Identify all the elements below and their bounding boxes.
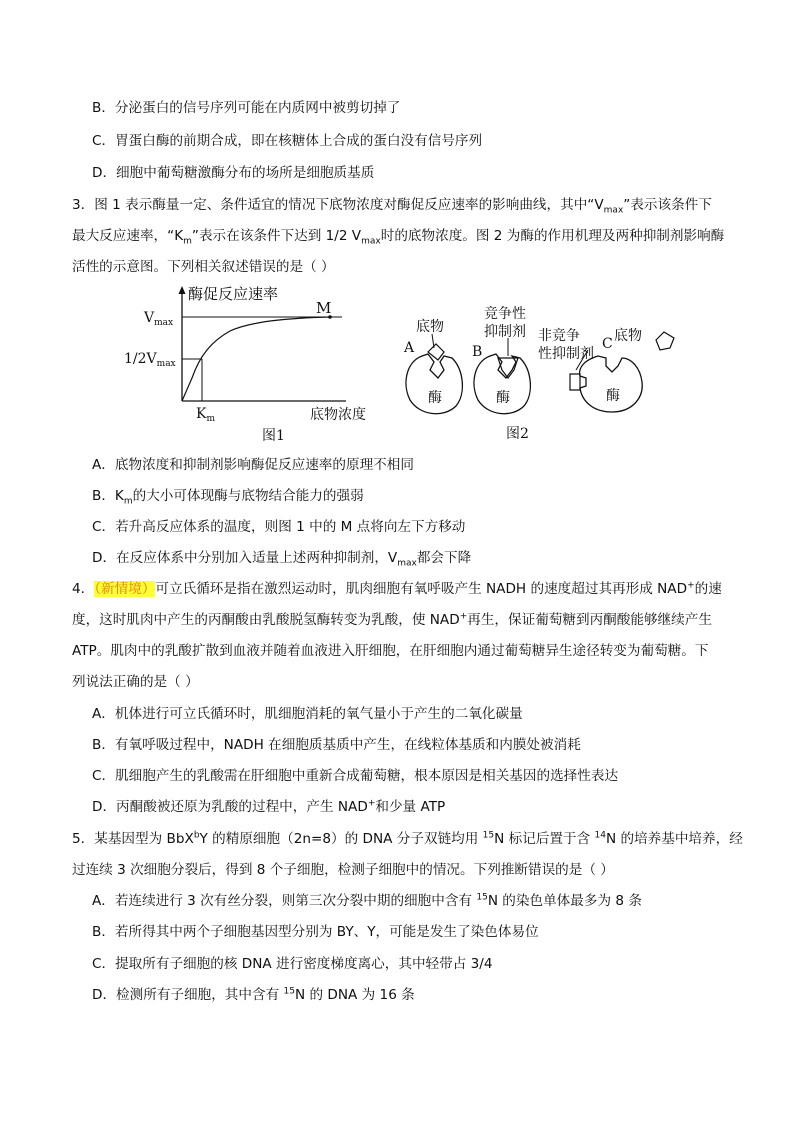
figure-2-caption: 图2 [506,426,529,442]
q2-option-d: D．细胞中葡萄糖激酶分布的场所是细胞质基质 [92,165,375,181]
q5-option-a: A．若连续进行 3 次有丝分裂，则第三次分裂中期的细胞中含有 $^{15}$N 的染色单体最多为 8 条 [92,892,642,909]
q4-stem-line2: 度，这时肌肉中产生的丙酮酸由乳酸脱氢酶转变为乳酸，使 NAD+再生，保证葡萄糖到丙酮酸能够继续产生 [72,611,712,628]
enzyme-a-label: 酶 [428,390,442,406]
q3-option-b: B．$K_m$的大小可体现酶与底物结合能力的强弱 [92,488,364,507]
noncompetitive-inhibitor-label-2: 性抑制剂 [538,346,594,362]
enzyme-c-label: 酶 [606,388,620,404]
label-b: B [472,344,483,360]
figure-1-caption: 图1 [262,428,285,444]
substrate-c-label: 底物 [614,328,642,344]
new-context-tag: （新情境） [94,581,156,597]
q5-stem-line2: 过连续 3 次细胞分裂后，得到 8 个子细胞，检测子细胞中的情况。下列推断错误的是（ ） [72,862,614,878]
q4-stem-line3: ATP。肌肉中的乳酸扩散到血液并随着血液进入肝细胞，在肝细胞内通过葡萄糖异生途径转变为葡萄糖。下 [72,643,709,659]
substrate-c-shape [656,332,674,350]
y-axis-label: 酶促反应速率 [188,285,279,303]
noncompetitive-inhibitor-shape [570,374,580,390]
q2-option-c: C．胃蛋白酶的前期合成，即在核糖体上合成的蛋白没有信号序列 [92,133,483,149]
q4-option-c: C．肌细胞产生的乳酸需在肝细胞中重新合成葡萄糖，根本原因是相关基因的选择性表达 [92,768,619,784]
q3-stem-line3: 活性的示意图。下列相关叙述错误的是（ ） [72,259,335,275]
q4-stem-line4: 列说法正确的是（ ） [72,674,199,690]
rate-curve [182,317,330,401]
q4-option-b: B．有氧呼吸过程中，NADH 在细胞质基质中产生，在线粒体基质和内膜处被消耗 [92,737,581,753]
figure-1 [124,283,380,445]
noncompetitive-inhibitor-label-1: 非竞争 [538,328,580,344]
q4-option-d: D．丙酮酸被还原为乳酸的过程中，产生 NAD+和少量 ATP [92,798,446,815]
half-vmax-label: $1/2V_{max}$ [124,351,176,369]
figure-2 [392,300,692,445]
competitive-inhibitor-label-1: 竞争性 [484,306,526,322]
q5-stem-line1: 5．某基因型为 BbX$^b$Y 的精原细胞（2n=8）的 DNA 分子双链均用 $^{15}$N 标记后置于含 $^{14}$N 的培养基中培养，经 [72,830,743,847]
substrate-a-pointer [432,334,434,348]
label-a: A [404,340,415,356]
y-axis-arrow [179,286,186,294]
q5-option-b: B．若所得其中两个子细胞基因型分别为 BY、Y，可能是发生了染色体易位 [92,924,539,940]
q4-stem-line1: 4．（新情境）可立氏循环是指在激烈运动时，肌肉细胞有氧呼吸产生 NADH 的速度超过其再形成 NAD+的速 [72,580,722,597]
q3-stem-line1: 3．图 1 表示酶量一定、条件适宜的情况下底物浓度对酶促反应速率的影响曲线，其中“$V_{max}$”表示该条件下 [72,197,712,216]
q2-option-b: B．分泌蛋白的信号序列可能在内质网中被剪切掉了 [92,100,401,116]
q3-option-c: C．若升高反应体系的温度，则图 1 中的 M 点将向左下方移动 [92,519,466,535]
km-label: $K_m$ [196,406,216,424]
substrate-a-label: 底物 [416,319,444,335]
q3-option-a: A．底物浓度和抑制剂影响酶促反应速率的原理不相同 [92,457,414,473]
q3-stem-line2: 最大反应速率，“$K_m$”表示在该条件下达到 1/2 $V_{max}$时的底物浓度。图 2 为酶的作用机理及两种抑制剂影响酶 [72,228,725,247]
q3-option-d: D．在反应体系中分别加入适量上述两种抑制剂，$V_{max}$都会下降 [92,550,472,569]
competitive-inhibitor-label-2: 抑制剂 [484,324,526,340]
q5-option-c: C．提取所有子细胞的核 DNA 进行密度梯度离心，其中轻带占 3/4 [92,956,493,972]
vmax-label: $V_{max}$ [144,310,174,328]
q4-option-a: A．机体进行可立氏循环时，肌细胞消耗的氧气量小于产生的二氧化碳量 [92,706,523,722]
enzyme-b-label: 酶 [496,390,510,406]
q5-option-d: D．检测所有子细胞，其中含有 $^{15}$N 的 DNA 为 16 条 [92,986,415,1003]
label-c: C [602,336,613,352]
x-axis-label: 底物浓度 [310,407,366,423]
point-m-label: M [316,299,332,317]
